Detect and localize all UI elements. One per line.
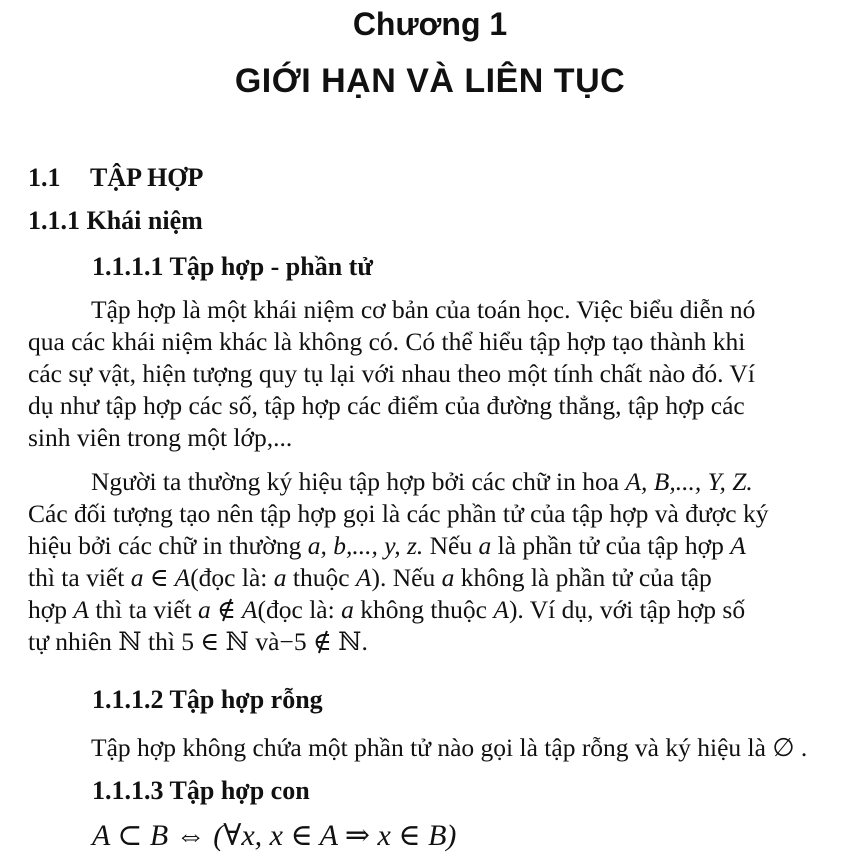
text-run: ). Ví dụ, với tập hợp số xyxy=(508,595,746,624)
math-var: A xyxy=(730,531,746,560)
math-var: a xyxy=(273,563,287,592)
math-example-member: 5 ∈ ℕ xyxy=(181,627,249,656)
chapter-title: GIỚI HẠN VÀ LIÊN TỤC xyxy=(234,62,626,100)
math-var: a xyxy=(478,531,492,560)
text-run: (đọc là: xyxy=(190,563,268,592)
text-run: không là phần tử của tập xyxy=(460,563,712,592)
section-heading xyxy=(28,163,203,193)
math-var: A xyxy=(355,563,372,592)
text-run: thì ta viết xyxy=(95,595,192,624)
text-run: (đọc là: xyxy=(257,595,335,624)
subsubsection-heading-1: 1.1.1.1 Tập hợp - phần tử xyxy=(92,252,373,281)
text-line xyxy=(28,562,833,594)
text-run: thì xyxy=(148,627,175,656)
text-run: thì ta viết xyxy=(28,563,125,592)
subsection-heading: 1.1.1 Khái niệm xyxy=(28,206,203,235)
paragraph-empty-set xyxy=(28,732,833,764)
text-run: và xyxy=(255,627,280,656)
math-uppercase-letters: A, B,..., Y, Z. xyxy=(625,467,753,496)
text-line xyxy=(28,594,833,626)
chapter-number: Chương 1 xyxy=(352,6,508,42)
text-run: Nếu xyxy=(429,531,473,560)
text-run: hợp xyxy=(28,595,67,624)
math-non-membership: a ∉ A xyxy=(198,595,258,624)
math-var: A xyxy=(493,595,509,624)
text-line: các sự vật, hiện tượng quy tụ lại với nhau theo một tính chất nào đó. Ví xyxy=(28,359,755,388)
subset-formula: A ⊂ B ⇔ (∀x, x ∈ A ⇒ x ∈ B) xyxy=(92,819,457,852)
text-line: sinh viên trong một lớp,... xyxy=(28,423,293,452)
section-title: TẬP HỢP xyxy=(90,163,204,192)
math-var: A xyxy=(73,595,89,624)
text-line xyxy=(28,626,833,658)
paragraph-set-definition xyxy=(28,294,833,454)
text-run: tự nhiên xyxy=(28,627,112,656)
text-run: thuộc xyxy=(292,563,350,592)
math-example-non-member: −5 ∉ ℕ. xyxy=(279,627,368,656)
math-lowercase-letters: a, b,..., y, z. xyxy=(307,531,424,560)
natural-numbers-symbol: ℕ xyxy=(118,627,142,656)
text-run: là phần tử của tập hợp xyxy=(497,531,724,560)
empty-set-symbol: ∅ . xyxy=(772,733,808,762)
text-run: Người ta thường ký hiệu tập hợp bởi các chữ in hoa xyxy=(91,467,620,496)
text-line: dụ như tập hợp các số, tập hợp các điểm của đường thẳng, tập hợp các xyxy=(28,391,745,420)
text-line xyxy=(28,732,833,764)
text-run: hiệu bởi các chữ in thường xyxy=(28,531,302,560)
text-run: ). Nếu xyxy=(371,563,436,592)
subsubsection-heading-2: 1.1.1.2 Tập hợp rỗng xyxy=(92,685,323,714)
text-run: Tập hợp không chứa một phần tử nào gọi là tập rỗng và ký hiệu là xyxy=(91,733,766,762)
text-line: Các đối tượng tạo nên tập hợp gọi là các phần tử của tập hợp và được ký xyxy=(28,499,769,528)
text-run: không thuộc xyxy=(360,595,487,624)
section-number: 1.1 xyxy=(28,163,61,192)
text-line: Tập hợp là một khái niệm cơ bản của toán học. Việc biểu diễn nó xyxy=(91,295,756,324)
text-line xyxy=(28,466,833,498)
math-membership: a ∈ A xyxy=(130,563,191,592)
subsubsection-heading-3: 1.1.1.3 Tập hợp con xyxy=(92,776,310,805)
text-line: qua các khái niệm khác là không có. Có thể hiểu tập hợp tạo thành khi xyxy=(28,327,746,356)
paragraph-set-notation xyxy=(28,466,833,658)
math-var: a xyxy=(441,563,455,592)
math-var: a xyxy=(341,595,354,624)
text-line xyxy=(28,530,833,562)
